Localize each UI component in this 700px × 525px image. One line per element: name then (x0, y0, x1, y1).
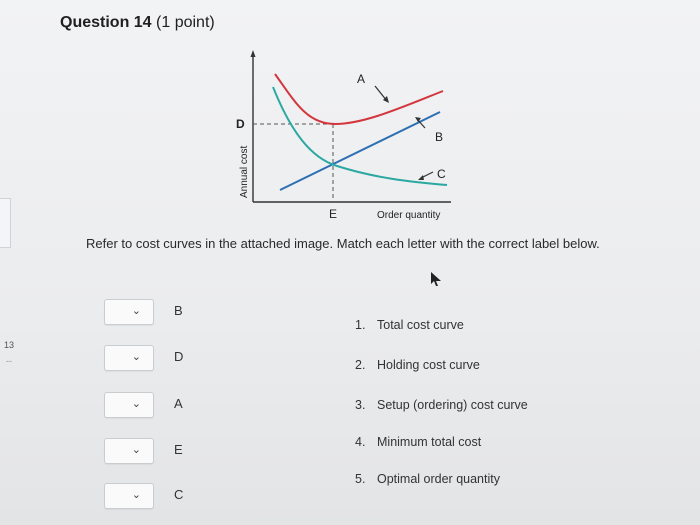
answer-option-4 (355, 435, 481, 449)
match-letter-e: E (174, 442, 183, 457)
question-title (60, 14, 215, 32)
setup-cost-curve (273, 87, 447, 185)
match-letter-a: A (174, 396, 183, 411)
match-letter-b: B (174, 303, 183, 318)
match-letter-d: D (174, 349, 184, 364)
answer-number: 2. (355, 358, 366, 372)
answer-number: 4. (355, 435, 366, 449)
match-select-e[interactable] (104, 438, 154, 464)
cost-curves-diagram (225, 40, 465, 226)
label-e: E (329, 207, 338, 221)
answer-label: Total cost curve (377, 318, 464, 332)
mouse-cursor-icon (430, 272, 442, 286)
arrow-c-head (418, 175, 424, 180)
label-c: C (437, 167, 446, 181)
question-nav-number: 13 (3, 340, 14, 350)
match-select-c[interactable] (104, 483, 154, 509)
question-nav-sub: -- (6, 356, 12, 366)
chevron-down-icon: ⌄ (131, 351, 141, 363)
answer-option-5 (355, 472, 500, 486)
x-axis-label: Order quantity (377, 210, 441, 221)
answer-option-2 (355, 358, 480, 372)
question-nav-counter[interactable] (0, 340, 18, 374)
chevron-down-icon: ⌄ (131, 398, 141, 410)
y-axis-label: Annual cost (239, 145, 250, 198)
question-prompt: Refer to cost curves in the attached image. Match each letter with the correct label below. (86, 236, 600, 251)
chevron-down-icon: ⌄ (131, 444, 141, 456)
answer-option-1 (355, 318, 464, 332)
match-select-a[interactable] (104, 392, 154, 418)
label-d: D (236, 117, 245, 131)
answer-number: 5. (355, 472, 366, 486)
question-points: (1 point) (156, 14, 215, 31)
answer-label: Optimal order quantity (377, 472, 500, 486)
chevron-down-icon: ⌄ (131, 489, 141, 501)
match-letter-c: C (174, 487, 184, 502)
match-select-b[interactable] (104, 299, 154, 325)
answer-label: Minimum total cost (377, 435, 482, 449)
label-a: A (357, 72, 366, 86)
question-number: Question 14 (60, 14, 152, 31)
answer-label: Setup (ordering) cost curve (377, 398, 528, 412)
y-axis-arrow (251, 50, 256, 57)
answer-number: 3. (355, 398, 366, 412)
label-b: B (435, 130, 444, 144)
answer-label: Holding cost curve (377, 358, 480, 372)
match-select-d[interactable] (104, 345, 154, 371)
answer-option-3 (355, 398, 528, 412)
answer-number: 1. (355, 318, 366, 332)
left-edge-tab[interactable] (0, 198, 11, 248)
chevron-down-icon: ⌄ (131, 305, 141, 317)
